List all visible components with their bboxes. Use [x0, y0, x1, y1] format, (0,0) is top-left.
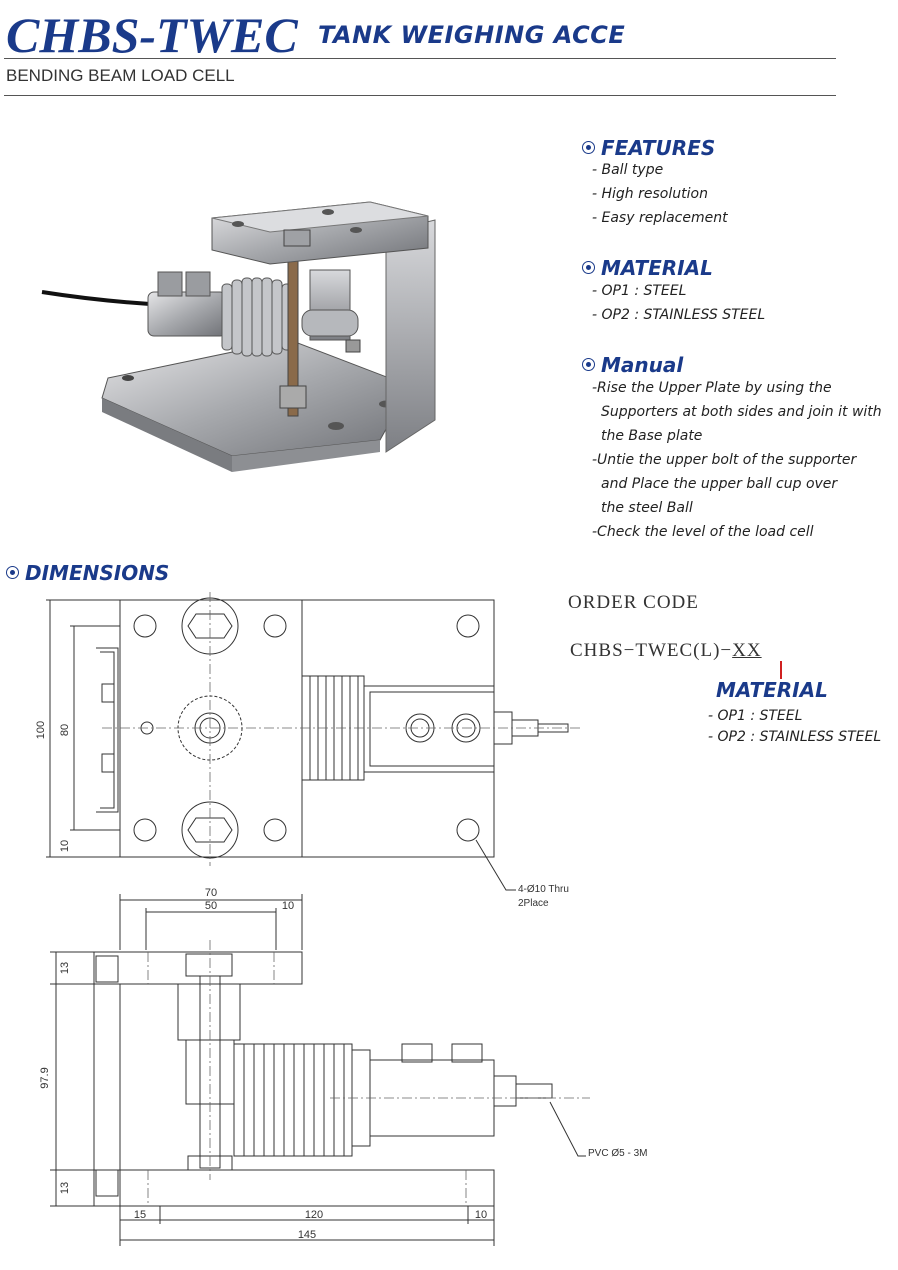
top-view-drawing: [30, 590, 590, 920]
order-code-title: ORDER CODE: [568, 592, 699, 613]
cable-note: PVC Ø5 - 3M: [588, 1148, 648, 1159]
dim-13-bottom-label: 13: [59, 1181, 71, 1195]
dimensions-heading: DIMENSIONS: [6, 561, 169, 585]
order-code-marker: [780, 661, 782, 679]
header-divider: [4, 58, 836, 59]
order-material-item: - OP2 : STAINLESS STEEL: [708, 729, 882, 745]
side-view-drawing: [30, 880, 648, 1250]
section-bullet-icon: [582, 141, 595, 154]
order-material-item: - OP1 : STEEL: [708, 708, 803, 724]
product-category: BENDING BEAM LOAD CELL: [6, 66, 235, 85]
manual-line: the Base plate: [601, 428, 703, 444]
dim-10-bottom-label: 10: [474, 1209, 488, 1221]
model-title: CHBS-TWEC: [6, 7, 298, 63]
dim-15-label: 15: [133, 1209, 147, 1221]
manual-line: the steel Ball: [601, 500, 693, 516]
material-heading: MATERIAL: [582, 256, 713, 280]
hole-note: 4-Ø10 Thru: [518, 884, 569, 895]
dim-120-label: 120: [304, 1209, 324, 1221]
section-bullet-icon: [582, 358, 595, 371]
manual-line: and Place the upper ball cup over: [601, 476, 838, 492]
dim-70-label: 70: [204, 887, 218, 899]
dim-100-label: 100: [35, 720, 47, 740]
features-heading: FEATURES: [582, 136, 715, 160]
manual-line: Supporters at both sides and join it with: [601, 404, 882, 420]
manual-line: -Rise the Upper Plate by using the: [592, 380, 832, 396]
product-subtitle: TANK WEIGHING ACCE: [318, 21, 626, 49]
manual-heading: Manual: [582, 353, 683, 377]
order-code-suffix: XX: [732, 640, 762, 661]
section-bullet-icon: [6, 566, 19, 579]
material-item: - OP1 : STEEL: [592, 283, 687, 299]
manual-line: -Untie the upper bolt of the supporter: [592, 452, 857, 468]
category-divider: [4, 95, 836, 96]
feature-item: - Easy replacement: [592, 210, 728, 226]
dim-80-label: 80: [59, 723, 71, 737]
order-code-prefix: CHBS−TWEC(L)−: [570, 640, 733, 661]
feature-item: - High resolution: [592, 186, 708, 202]
dim-13-top-label: 13: [59, 961, 71, 975]
dim-50-label: 50: [204, 900, 218, 912]
dim-10-label: 10: [59, 839, 71, 853]
dim-97-9-label: 97.9: [39, 1067, 51, 1089]
manual-line: -Check the level of the load cell: [592, 524, 814, 540]
material-item: - OP2 : STAINLESS STEEL: [592, 307, 766, 323]
section-bullet-icon: [582, 261, 595, 274]
order-material-heading: MATERIAL: [716, 678, 828, 702]
feature-item: - Ball type: [592, 162, 664, 178]
order-code: [570, 640, 762, 662]
hole-note-place: 2Place: [518, 898, 549, 909]
product-photo: [40, 190, 460, 480]
dim-145-label: 145: [297, 1229, 317, 1241]
dim-10-top-label: 10: [281, 900, 295, 912]
